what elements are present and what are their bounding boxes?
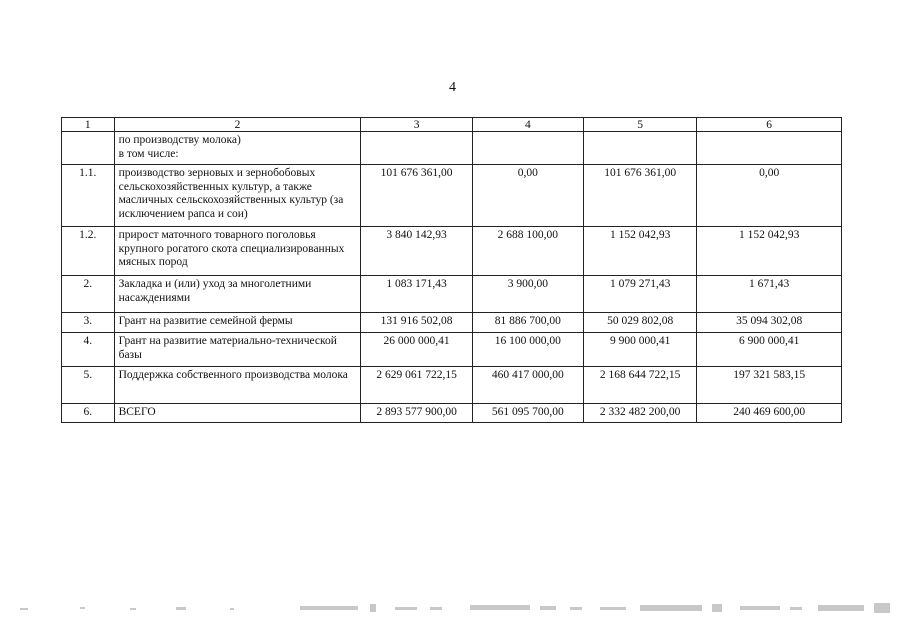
cell-col5: 1 152 042,93 xyxy=(584,227,697,276)
cell-col3: 2 893 577 900,00 xyxy=(361,404,472,423)
budget-table xyxy=(61,117,842,423)
row-number: 1.1. xyxy=(62,165,115,227)
cell-col3: 3 840 142,93 xyxy=(361,227,472,276)
page-number: 4 xyxy=(449,80,456,95)
cell-col6: 240 469 600,00 xyxy=(697,404,842,423)
cell-col3: 26 000 000,41 xyxy=(361,333,472,367)
cell-col4: 3 900,00 xyxy=(472,276,583,313)
cell-col3: 2 629 061 722,15 xyxy=(361,367,472,404)
row-number: 3. xyxy=(62,313,115,333)
table-row xyxy=(62,165,842,227)
table-row xyxy=(62,132,842,165)
row-number: 4. xyxy=(62,333,115,367)
cell-col3 xyxy=(361,132,472,165)
cell-col3: 101 676 361,00 xyxy=(361,165,472,227)
header-cell: 4 xyxy=(472,118,583,132)
header-cell: 5 xyxy=(584,118,697,132)
cell-col4: 16 100 000,00 xyxy=(472,333,583,367)
row-name: Грант на развитие семейной фермы xyxy=(114,313,361,333)
header-cell: 2 xyxy=(114,118,361,132)
row-number: 5. xyxy=(62,367,115,404)
row-name: производство зерновых и зернобобовых сельскохозяйственных культур, а также масличных сельскохозяйственных культур (за исключением рапса и сои) xyxy=(114,165,361,227)
cell-col5: 1 079 271,43 xyxy=(584,276,697,313)
cell-col4 xyxy=(472,132,583,165)
row-number: 2. xyxy=(62,276,115,313)
cell-col4: 81 886 700,00 xyxy=(472,313,583,333)
header-cell: 6 xyxy=(697,118,842,132)
table-row xyxy=(62,333,842,367)
cell-col3: 131 916 502,08 xyxy=(361,313,472,333)
cell-col6 xyxy=(697,132,842,165)
cell-col4: 2 688 100,00 xyxy=(472,227,583,276)
cell-col5: 9 900 000,41 xyxy=(584,333,697,367)
table-row xyxy=(62,276,842,313)
table-row xyxy=(62,367,842,404)
row-number: 1.2. xyxy=(62,227,115,276)
cell-col6: 35 094 302,08 xyxy=(697,313,842,333)
row-name: Грант на развитие материально-технической базы xyxy=(114,333,361,367)
cell-col4: 561 095 700,00 xyxy=(472,404,583,423)
cell-col6: 1 671,43 xyxy=(697,276,842,313)
cell-col3: 1 083 171,43 xyxy=(361,276,472,313)
row-number xyxy=(62,132,115,165)
cell-col5: 2 168 644 722,15 xyxy=(584,367,697,404)
cell-col6: 1 152 042,93 xyxy=(697,227,842,276)
row-name: по производству молока) в том числе: xyxy=(114,132,361,165)
cell-col4: 460 417 000,00 xyxy=(472,367,583,404)
table-header-row xyxy=(62,118,842,132)
row-name: прирост маточного товарного поголовья крупного рогатого скота специализированных мясных пород xyxy=(114,227,361,276)
scan-artifact-strip xyxy=(0,598,905,618)
cell-col5: 50 029 802,08 xyxy=(584,313,697,333)
cell-col5: 2 332 482 200,00 xyxy=(584,404,697,423)
cell-col5: 101 676 361,00 xyxy=(584,165,697,227)
header-cell: 1 xyxy=(62,118,115,132)
cell-col6: 6 900 000,41 xyxy=(697,333,842,367)
cell-col6: 197 321 583,15 xyxy=(697,367,842,404)
cell-col6: 0,00 xyxy=(697,165,842,227)
row-name: Закладка и (или) уход за многолетними насаждениями xyxy=(114,276,361,313)
table-row xyxy=(62,313,842,333)
header-cell: 3 xyxy=(361,118,472,132)
row-name: Поддержка собственного производства молока xyxy=(114,367,361,404)
cell-col5 xyxy=(584,132,697,165)
cell-col4: 0,00 xyxy=(472,165,583,227)
row-name: ВСЕГО xyxy=(114,404,361,423)
table-row xyxy=(62,404,842,423)
row-number: 6. xyxy=(62,404,115,423)
table-row xyxy=(62,227,842,276)
